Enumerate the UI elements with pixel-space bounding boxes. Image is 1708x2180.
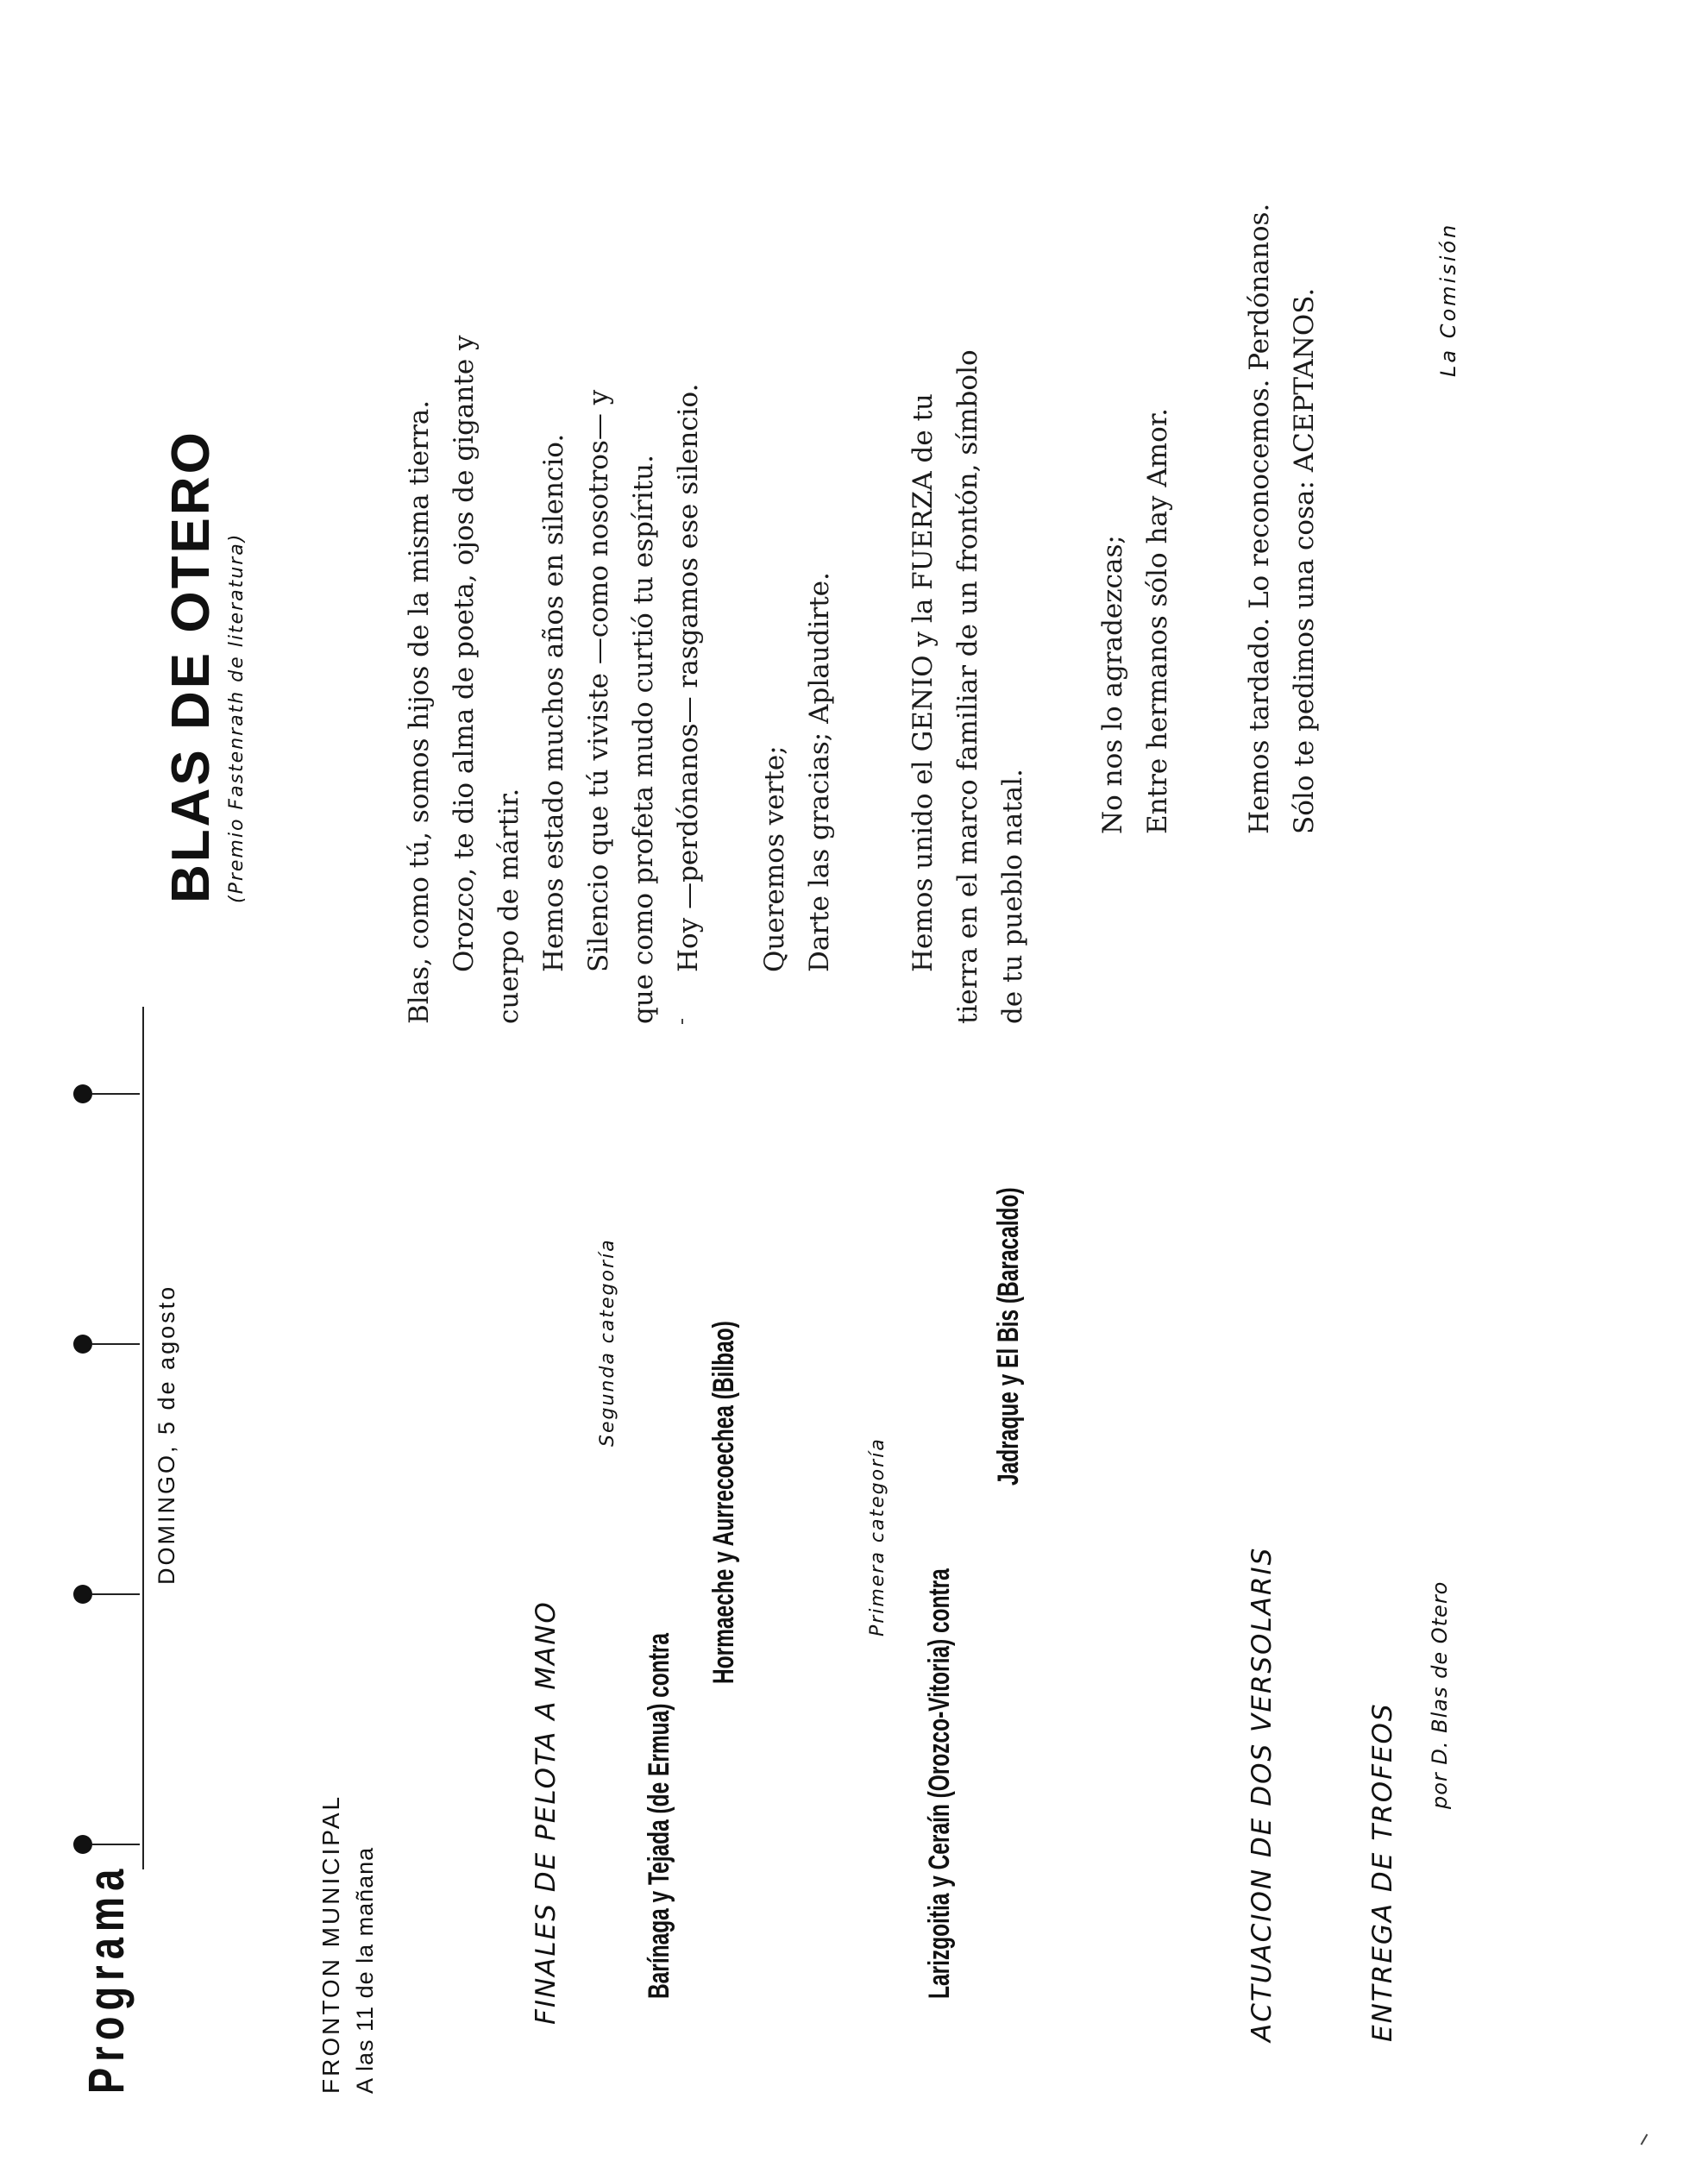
tribute-line-14: Entre hermanos sólo hay Amor. xyxy=(1142,407,1173,834)
match-second-line-1: Barínaga y Tejada (de Ermua) contra xyxy=(643,1633,675,1999)
tribute-line-16: Sólo te pedimos una cosa: ACEPTANOS. xyxy=(1289,287,1320,834)
tribute-line-1: Blas, como tú, somos hijos de la misma tierra. xyxy=(404,399,435,1024)
tribute-line-11: tierra en el marco familiar de un frontón, símbolo xyxy=(952,349,983,1024)
trofeos-presenter: por D. Blas de Otero xyxy=(1428,1580,1452,1809)
match-first-line-2: Jadraque y El Bis (Baracaldo) xyxy=(992,1187,1025,1486)
tribute-line-9: Darte las gracias; Aplaudirte. xyxy=(804,572,835,972)
scan-speck xyxy=(681,1019,683,1024)
tribute-line-5: Silencio que tú viviste —como nosotros— y xyxy=(583,389,614,972)
tribute-line-12: de tu pueblo natal. xyxy=(997,769,1028,1024)
program-title: Programa xyxy=(78,1863,135,2094)
tribute-line-3: cuerpo de mártir. xyxy=(493,788,524,1024)
tribute-line-8: Queremos verte; xyxy=(759,745,790,972)
match-second-line-2: Hormaeche y Aurrecoechea (Bilbao) xyxy=(707,1321,740,1684)
tribute-line-10: Hemos unido el GENIO y la FUERZA de tu xyxy=(907,393,939,972)
tribute-line-4: Hemos estado muchos años en silencio. xyxy=(538,433,569,972)
section-versolaris-heading: ACTUACION DE DOS VERSOLARIS xyxy=(1246,1546,1278,2042)
event-time: A las 11 de la mañana xyxy=(352,1846,378,2094)
tribute-line-7: Hoy —perdónanos— rasgamos ese silencio. xyxy=(673,383,704,972)
category-second-label: Segunda categoría xyxy=(597,1238,619,1447)
venue-name: FRONTON MUNICIPAL xyxy=(317,1794,344,2094)
bullet-dot-1 xyxy=(73,1809,168,1861)
bullet-dot-4 xyxy=(73,1059,168,1110)
date-rule xyxy=(142,1007,144,1869)
tribute-signature: La Comisión xyxy=(1436,222,1460,377)
tribute-line-6: que como profeta mudo curtió tu espíritu. xyxy=(628,455,659,1024)
tribute-line-15: Hemos tardado. Lo reconocemos. Perdónanos. xyxy=(1244,203,1275,834)
tribute-line-2: Orozco, te dio alma de poeta, ojos de gigante y xyxy=(449,335,480,972)
event-date: DOMINGO, 5 de agosto xyxy=(154,1284,179,1585)
section-trofeos-heading: ENTREGA DE TROFEOS xyxy=(1367,1702,1398,2042)
tribute-title: BLAS DE OTERO xyxy=(161,430,221,903)
tribute-line-13: No nos lo agradezcas; xyxy=(1097,535,1128,834)
scan-speck xyxy=(1641,2133,1648,2145)
match-first-line-1: Larizgoitia y Ceraín (Orozco-Vitoria) contra xyxy=(923,1568,956,1999)
tribute-subtitle: (Premio Fastenrath de literatura) xyxy=(226,532,248,903)
section-pelota-heading: FINALES DE PELOTA A MANO xyxy=(531,1600,562,2025)
category-first-label: Primera categoría xyxy=(867,1437,889,1637)
